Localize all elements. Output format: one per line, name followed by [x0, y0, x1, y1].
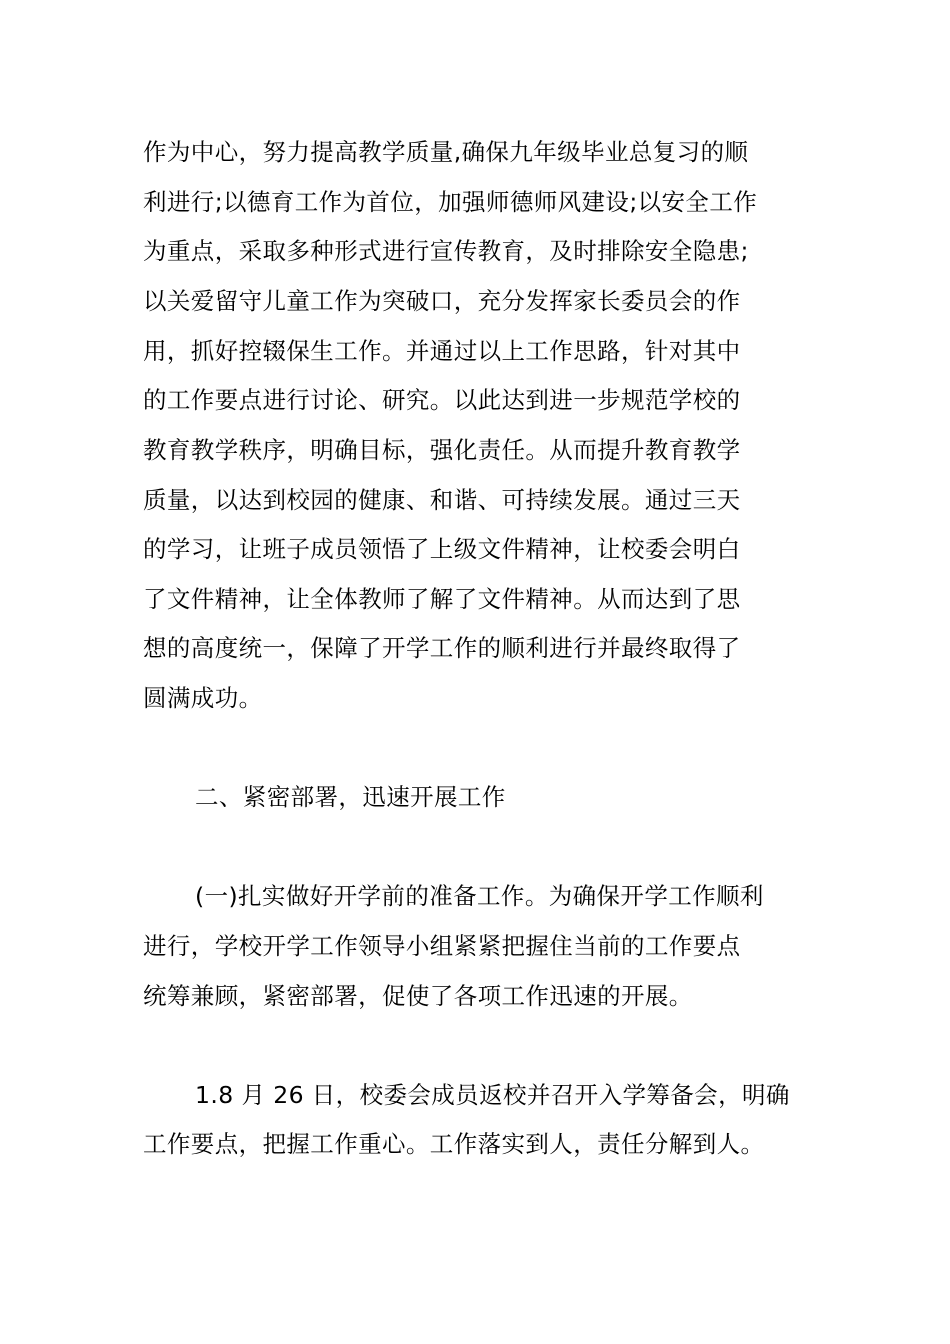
paragraph-line: 作为中心，努力提高教学质量,确保九年级毕业总复习的顺: [143, 138, 749, 166]
paragraph-line: 想的高度统一，保障了开学工作的顺利进行并最终取得了: [143, 634, 741, 662]
paragraph-line: 1.8 月 26 日，校委会成员返校并召开入学筹备会，明确: [195, 1081, 790, 1109]
paragraph-line: 为重点，采取多种形式进行宣传教育，及时排除安全隐患;: [143, 237, 749, 265]
paragraph-line: (一)扎实做好开学前的准备工作。为确保开学工作顺利: [195, 882, 764, 910]
paragraph-line: 工作要点，把握工作重心。工作落实到人，责任分解到人。: [143, 1130, 765, 1158]
paragraph-line: 教育教学秩序，明确目标，强化责任。从而提升教育教学: [143, 436, 741, 464]
section-heading: 二、紧密部署，迅速开展工作: [195, 783, 506, 811]
paragraph-line: 统筹兼顾，紧密部署，促使了各项工作迅速的开展。: [143, 982, 693, 1010]
paragraph-line: 圆满成功。: [143, 684, 263, 712]
paragraph-line: 以关爱留守儿童工作为突破口，充分发挥家长委员会的作: [143, 287, 741, 315]
paragraph-line: 的学习，让班子成员领悟了上级文件精神，让校委会明白: [143, 535, 741, 563]
paragraph-line: 利进行;以德育工作为首位，加强师德师风建设;以安全工作: [143, 188, 758, 216]
paragraph-line: 用，抓好控辍保生工作。并通过以上工作思路，针对其中: [143, 337, 741, 365]
paragraph-line: 的工作要点进行讨论、研究。以此达到进一步规范学校的: [143, 386, 741, 414]
paragraph-line: 质量，以达到校园的健康、和谐、可持续发展。通过三天: [143, 486, 741, 514]
paragraph-line: 进行，学校开学工作领导小组紧紧把握住当前的工作要点: [143, 932, 741, 960]
paragraph-line: 了文件精神，让全体教师了解了文件精神。从而达到了思: [143, 585, 741, 613]
